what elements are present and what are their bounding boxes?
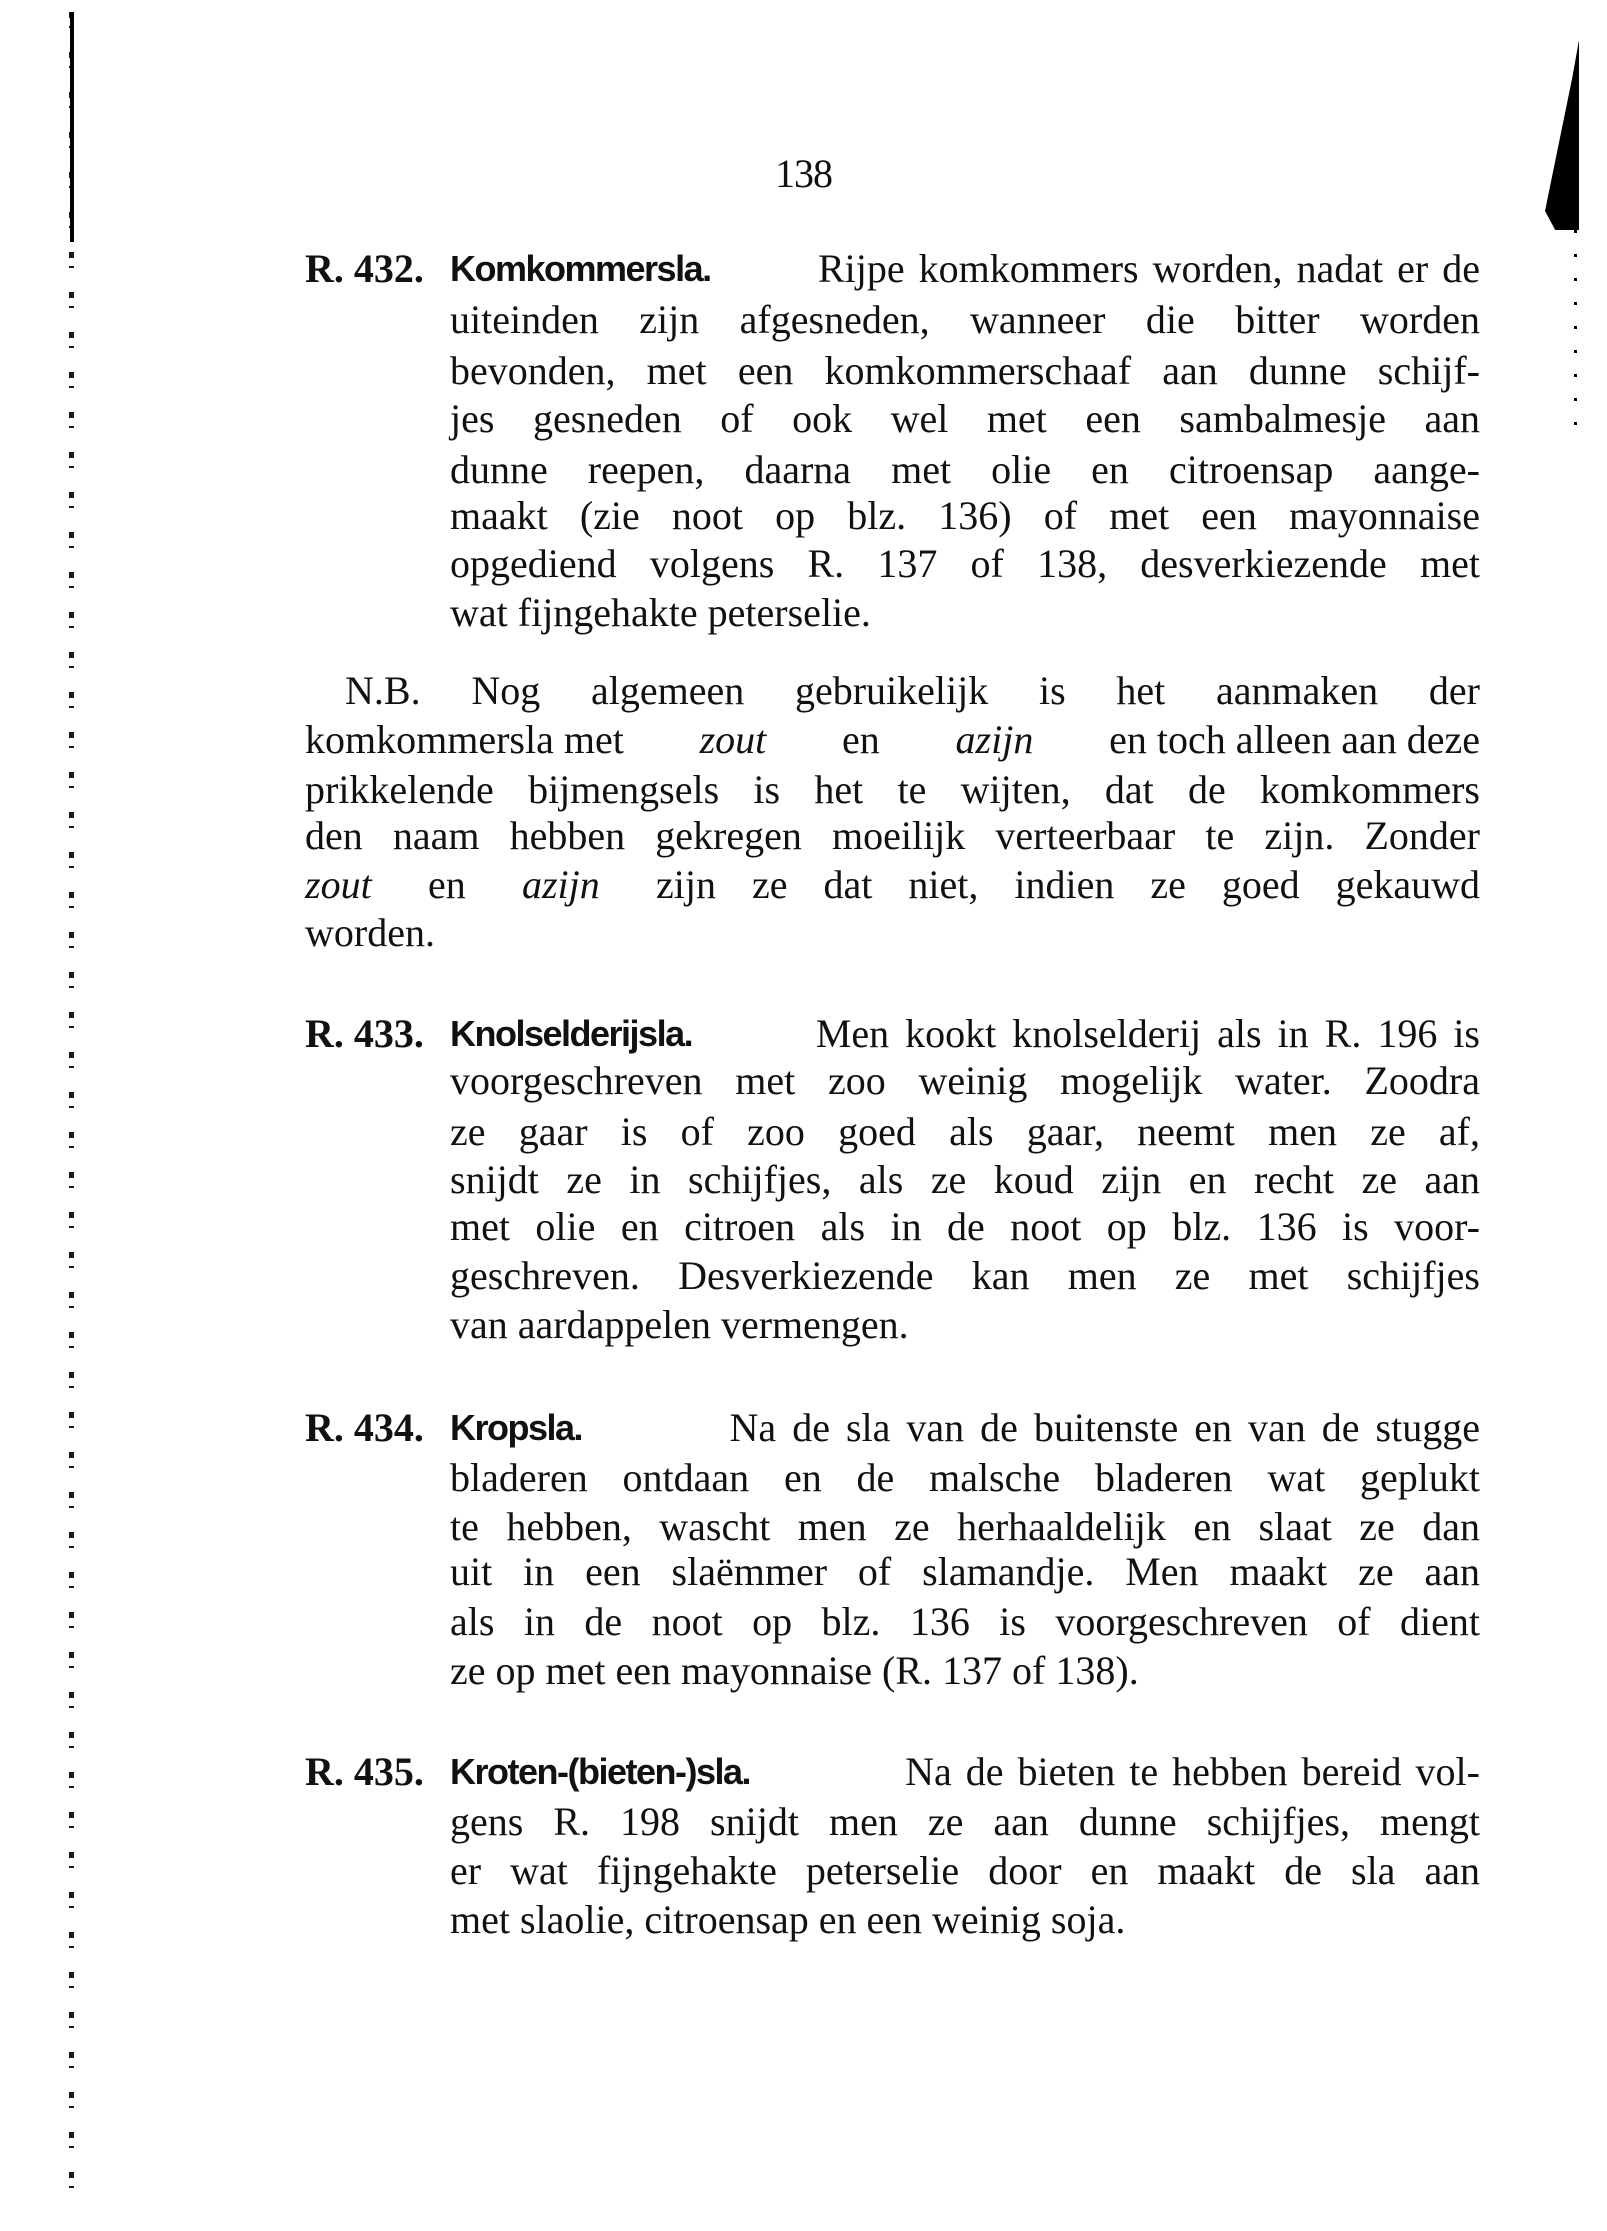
- note-text: en toch alleen aan deze: [1109, 717, 1480, 762]
- recipe-line: snijdt ze in schijfjes, als ze koud zijn en recht ze aan: [450, 1157, 1480, 1202]
- recipe-line: als in de noot op blz. 136 is voorgeschreven of dient: [450, 1599, 1480, 1644]
- recipe-title: Knolselderijsla.: [450, 1013, 693, 1054]
- recipe-first-line: [450, 1403, 1480, 1453]
- recipe-text: Rijpe komkommers worden, nadat er de: [817, 246, 1480, 291]
- recipe-first-line: [450, 1747, 1480, 1797]
- recipe-line: uiteinden zijn afgesneden, wanneer die bitter worden: [450, 297, 1480, 342]
- recipe-line: er wat fijngehakte peterselie door en maakt de sla aan: [450, 1848, 1480, 1893]
- recipe-line: opgediend volgens R. 137 of 138, desverkiezende met: [450, 541, 1480, 586]
- note-emphasis: azijn: [955, 717, 1034, 762]
- note-text: en: [842, 717, 880, 762]
- note-line: [305, 860, 1480, 910]
- recipe-label: R. 435.: [305, 1749, 424, 1794]
- recipe-first-line: [450, 244, 1480, 294]
- recipe-line: uit in een slaëmmer of slamandje. Men maakt ze aan: [450, 1549, 1480, 1594]
- recipe-title: Komkommersla.: [450, 248, 711, 289]
- recipe-label: R. 432.: [305, 246, 424, 291]
- recipe-line: voorgeschreven met zoo weinig mogelijk water. Zoodra: [450, 1058, 1480, 1103]
- recipe-label: R. 433.: [305, 1011, 424, 1056]
- recipe-line: geschreven. Desverkiezende kan men ze met schijfjes: [450, 1253, 1480, 1298]
- recipe-line: maakt (zie noot op blz. 136) of met een mayonnaise: [450, 493, 1480, 538]
- recipe-line: te hebben, wascht men ze herhaaldelijk en slaat ze dan: [450, 1504, 1480, 1549]
- recipe-line: gens R. 198 snijdt men ze aan dunne schijfjes, mengt: [450, 1799, 1480, 1844]
- recipe-line: met olie en citroen als in de noot op blz. 136 is voor-: [450, 1204, 1480, 1249]
- recipe-line: met slaolie, citroensap en een weinig soja.: [450, 1897, 1126, 1942]
- note-text: zijn ze dat niet, indien ze goed gekauwd: [656, 862, 1480, 907]
- scan-edge-right-dots: [1574, 230, 1577, 430]
- scan-edge-right: [1545, 40, 1579, 230]
- note-emphasis: azijn: [521, 862, 600, 907]
- note-line: worden.: [305, 910, 435, 955]
- recipe-line: bevonden, met een komkommerschaaf aan dunne schijf-: [450, 348, 1480, 393]
- note-line: N.B. Nog algemeen gebruikelijk is het aanmaken der: [345, 668, 1480, 713]
- recipe-first-line: [450, 1009, 1480, 1059]
- note-emphasis: zout: [305, 862, 372, 907]
- recipe-line: bladeren ontdaan en de malsche bladeren wat geplukt: [450, 1455, 1480, 1500]
- page-number: 138: [775, 151, 832, 196]
- recipe-text: Men kookt knolselderij als in R. 196 is: [815, 1011, 1480, 1056]
- recipe-line: ze op met een mayonnaise (R. 137 of 138).: [450, 1648, 1139, 1693]
- note-emphasis: zout: [699, 717, 767, 762]
- recipe-line: dunne reepen, daarna met olie en citroensap aange-: [450, 447, 1480, 492]
- note-line: den naam hebben gekregen moeilijk verteerbaar te zijn. Zonder: [305, 813, 1480, 858]
- recipe-text: Na de sla van de buitenste en van de stugge: [729, 1405, 1480, 1450]
- recipe-label: R. 434.: [305, 1405, 424, 1450]
- recipe-text: Na de bieten te hebben bereid vol-: [905, 1749, 1480, 1794]
- note-line: prikkelende bijmengsels is het te wijten, dat de komkommers: [305, 767, 1480, 812]
- note-text: en: [427, 862, 466, 907]
- recipe-title: Kropsla.: [450, 1407, 583, 1448]
- scan-edge-left-dashed: [69, 12, 74, 2212]
- recipe-title: Kroten-(bieten-)sla.: [450, 1751, 751, 1792]
- recipe-line: jes gesneden of ook wel met een sambalmesje aan: [450, 396, 1480, 441]
- note-text: komkommersla met: [305, 717, 624, 762]
- recipe-line: van aardappelen vermengen.: [450, 1302, 909, 1347]
- recipe-line: wat fijngehakte peterselie.: [450, 590, 871, 635]
- recipe-line: ze gaar is of zoo goed als gaar, neemt men ze af,: [450, 1109, 1480, 1154]
- note-line: [305, 715, 1480, 765]
